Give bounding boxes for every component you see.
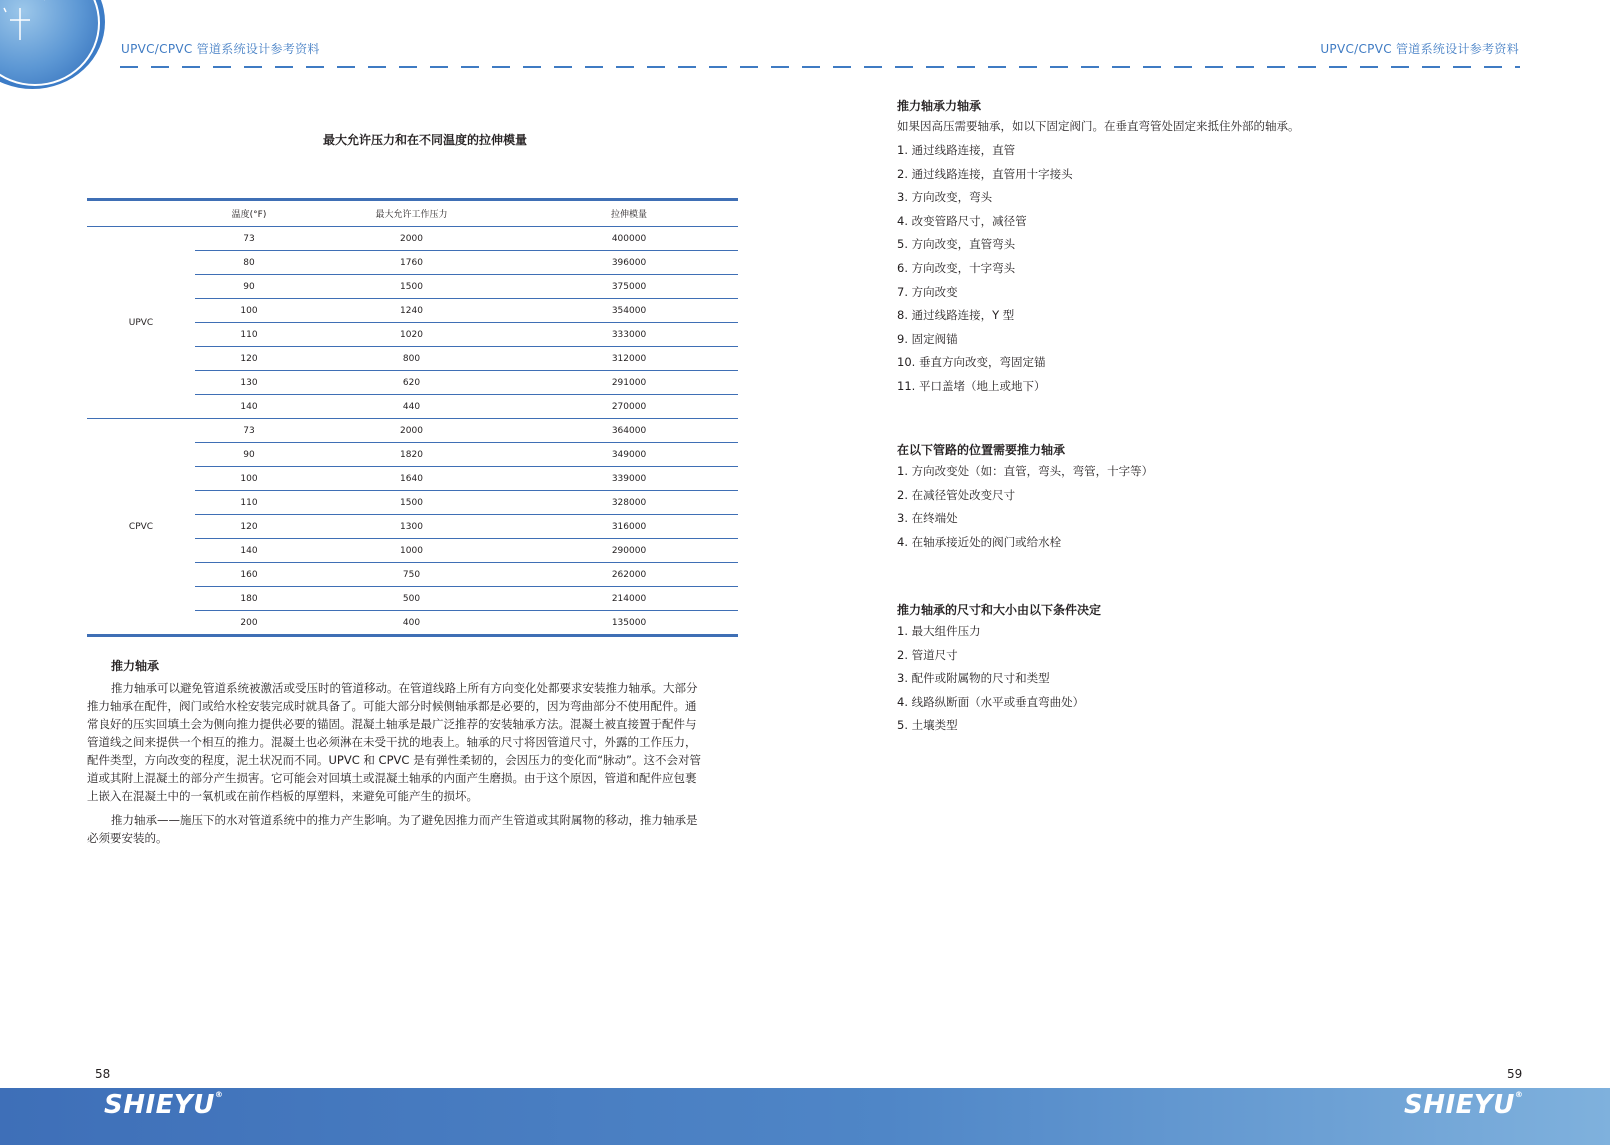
list-item: 1. 最大组件压力 (897, 624, 981, 638)
list-item: 5. 方向改变，直管弯头 (897, 237, 1016, 252)
list-item: 4. 在轴承接近处的阀门或给水栓 (897, 534, 1062, 549)
temperature-cell: 200 (240, 617, 258, 628)
paragraph-line: 推力轴承——施压下的水对管道系统中的推力产生影响。为了避免因推力而产生管道或其附属物的移动，推力轴承是 (111, 813, 698, 827)
header-pressure: 最大允许工作压力 (303, 200, 520, 227)
list-item: 10. 垂直方向改变，弯固定锚 (897, 355, 1046, 370)
modulus-cell: 316000 (520, 515, 738, 539)
list-item: 3. 配件或附属物的尺寸和类型 (897, 671, 1050, 686)
corner-logo-badge (0, 0, 100, 86)
thrust-bearing-paragraph-2 (87, 811, 737, 847)
paragraph-line: 道或其附上混凝土的部分产生损害。它可能会对回填土或混凝土轴承的内面产生磨损。由于这个原因，管道和配件应包裹 (87, 771, 697, 785)
temperature-cell: 180 (195, 587, 303, 611)
modulus-cell: 333000 (520, 323, 738, 347)
running-head-left: UPVC/CPVC 管道系统设计参考资料 (121, 42, 320, 56)
list-item: 2. 通过线路连接，直管用十字接头 (897, 166, 1073, 181)
pressure-cell: 400 (402, 617, 421, 628)
page-number-right: 59 (1507, 1067, 1523, 1081)
temperature-cell: 80 (195, 251, 303, 275)
pressure-cell: 800 (303, 347, 520, 371)
modulus-cell: 312000 (520, 347, 738, 371)
list-item: 3. 方向改变，弯头 (897, 190, 993, 205)
block3-heading: 推力轴承的尺寸和大小由以下条件决定 (897, 603, 1102, 617)
pressure-cell: 1000 (303, 539, 520, 563)
running-head-right: UPVC/CPVC 管道系统设计参考资料 (1320, 42, 1519, 56)
pressure-cell: 440 (303, 395, 520, 419)
paragraph-line: 推力轴承可以避免管道系统被激活或受压时的管道移动。在管道线路上所有方向变化处都要求安装推力轴承。大部分 (111, 681, 698, 695)
paragraph-line: 必须要安装的。 (87, 831, 168, 845)
page-number-left: 58 (95, 1067, 111, 1081)
header-material (87, 200, 195, 227)
block1-intro: 如果因高压需要轴承，如以下固定阀门。在垂直弯管处固定来抵住外部的轴承。 (897, 119, 1300, 133)
pressure-cell: 2000 (303, 227, 520, 251)
modulus-cell: 375000 (520, 275, 738, 299)
modulus-cell: 364000 (520, 419, 738, 443)
modulus-cell: 339000 (520, 467, 738, 491)
temperature-cell: 100 (195, 299, 303, 323)
dashed-rule (120, 64, 1520, 70)
temperature-cell: 120 (195, 347, 303, 371)
thrust-bearing-heading: 推力轴承 (111, 659, 160, 673)
cross-mark-icon (2, 0, 82, 80)
list-item: 1. 通过线路连接，直管 (897, 143, 1016, 157)
header-modulus: 拉伸模量 (520, 200, 738, 227)
modulus-cell: 291000 (520, 371, 738, 395)
block2-heading: 在以下管路的位置需要推力轴承 (897, 443, 1066, 457)
temperature-cell: 110 (195, 491, 303, 515)
modulus-cell: 135000 (611, 617, 647, 628)
list-item: 2. 管道尺寸 (897, 647, 958, 662)
modulus-cell: 396000 (520, 251, 738, 275)
material-cell: UPVC (87, 227, 195, 419)
pressure-cell: 500 (303, 587, 520, 611)
modulus-cell: 354000 (520, 299, 738, 323)
block1-heading: 推力轴承力轴承 (897, 99, 982, 113)
temperature-cell: 140 (195, 539, 303, 563)
pressure-modulus-table (87, 198, 738, 637)
list-item: 5. 土壤类型 (897, 718, 958, 733)
modulus-cell: 270000 (520, 395, 738, 419)
pressure-cell: 2000 (303, 419, 520, 443)
temperature-cell: 73 (195, 227, 303, 251)
table-row (87, 419, 738, 443)
pressure-cell: 1300 (303, 515, 520, 539)
modulus-cell: 400000 (520, 227, 738, 251)
pressure-cell: 1640 (303, 467, 520, 491)
thrust-bearing-paragraph-1 (87, 679, 737, 805)
block1-list (897, 139, 1073, 399)
list-item: 9. 固定阀锚 (897, 331, 958, 346)
paragraph-line: 常良好的压实回填土会为侧向推力提供必要的锚固。混凝土轴承是最广泛推荐的安装轴承方法。混凝土被直接置于配件与 (87, 717, 697, 731)
brand-logo-right: SHIEYU® (1404, 1090, 1524, 1120)
temperature-cell: 110 (195, 323, 303, 347)
pressure-cell: 1500 (303, 275, 520, 299)
list-item: 7. 方向改变 (897, 284, 958, 299)
pressure-cell: 1500 (303, 491, 520, 515)
temperature-cell: 160 (195, 563, 303, 587)
pressure-cell: 620 (303, 371, 520, 395)
block3-list (897, 620, 1084, 738)
modulus-cell: 214000 (520, 587, 738, 611)
temperature-cell: 130 (195, 371, 303, 395)
table-header-row (87, 200, 738, 227)
modulus-cell: 328000 (520, 491, 738, 515)
list-item: 11. 平口盖堵（地上或地下） (897, 378, 1046, 393)
paragraph-line: 推力轴承在配件，阀门或给水栓安装完成时就具备了。可能大部分时候侧轴承都是必要的，因为弯曲部分不使用配件。通 (87, 699, 697, 713)
pressure-cell: 1820 (303, 443, 520, 467)
list-item: 2. 在减径管处改变尺寸 (897, 487, 1016, 502)
list-item: 3. 在终端处 (897, 511, 958, 526)
table-row (87, 227, 738, 251)
list-item: 6. 方向改变，十字弯头 (897, 260, 1016, 275)
list-item: 8. 通过线路连接，Y 型 (897, 308, 1015, 323)
modulus-cell: 290000 (520, 539, 738, 563)
temperature-cell: 73 (195, 419, 303, 443)
list-item: 4. 改变管路尺寸，减径管 (897, 213, 1027, 228)
temperature-cell: 140 (195, 395, 303, 419)
table-title: 最大允许压力和在不同温度的拉伸模量 (322, 133, 527, 147)
temperature-cell: 100 (195, 467, 303, 491)
modulus-cell: 262000 (520, 563, 738, 587)
material-cell: CPVC (128, 521, 154, 532)
pressure-cell: 750 (303, 563, 520, 587)
brand-logo-left: SHIEYU® (104, 1090, 224, 1120)
paragraph-line: 配件类型，方向改变的程度，泥土状况而不同。UPVC 和 CPVC 是有弹性柔韧的，会因压力的变化而“脉动”。这不会对管 (87, 753, 701, 767)
paragraph-line: 管道线之间来提供一个相互的推力。混凝土也必须淋在未受干扰的地表上。轴承的尺寸将因管道尺寸，外露的工作压力， (87, 735, 697, 749)
block2-list (897, 460, 1153, 554)
temperature-cell: 90 (195, 443, 303, 467)
list-item: 4. 线路纵断面（水平或垂直弯曲处） (897, 694, 1085, 709)
temperature-cell: 90 (195, 275, 303, 299)
paragraph-line: 上嵌入在混凝土中的一氧机或在前作档板的厚塑料，来避免可能产生的损坏。 (87, 789, 478, 803)
header-temperature: 温度(°F) (195, 200, 303, 227)
footer-band (0, 1088, 1610, 1145)
list-item: 1. 方向改变处（如：直管，弯头，弯管，十字等） (897, 464, 1154, 478)
temperature-cell: 120 (195, 515, 303, 539)
pressure-cell: 1240 (303, 299, 520, 323)
modulus-cell: 349000 (520, 443, 738, 467)
pressure-cell: 1020 (303, 323, 520, 347)
pressure-cell: 1760 (303, 251, 520, 275)
